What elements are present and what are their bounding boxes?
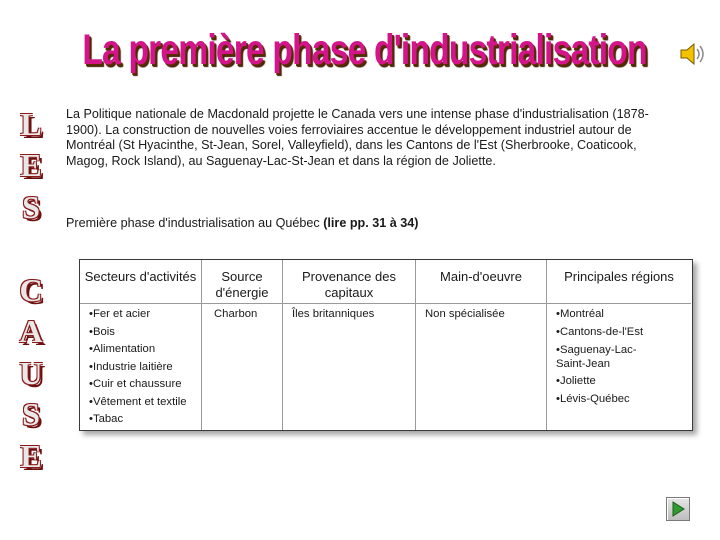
table-column-energie bbox=[202, 260, 283, 430]
table-column-main-oeuvre bbox=[416, 260, 547, 430]
summary-table bbox=[79, 259, 693, 431]
table-column-capitaux bbox=[283, 260, 416, 430]
region-list bbox=[556, 306, 685, 408]
next-slide-arrow-icon bbox=[667, 498, 689, 520]
side-letter: E bbox=[20, 438, 42, 474]
side-letter: A bbox=[19, 313, 43, 349]
list-item: •Industrie laitière bbox=[89, 360, 173, 373]
list-item: •Joliette bbox=[556, 375, 596, 387]
list-item: •Montréal bbox=[556, 308, 604, 320]
column-header: Provenance des capitaux bbox=[283, 260, 415, 304]
side-letter: C bbox=[19, 272, 43, 308]
cell-value: Charbon bbox=[214, 308, 258, 320]
list-item: •Cantons-de-l'Est bbox=[556, 325, 644, 338]
side-letter: E bbox=[20, 147, 42, 183]
cell-value: Îles britanniques bbox=[292, 308, 375, 320]
column-header: Main-d'oeuvre bbox=[416, 260, 546, 304]
list-item: •Cuir et chaussure bbox=[89, 378, 182, 390]
table-column-secteurs bbox=[80, 260, 202, 430]
list-item: •Fer et acier bbox=[89, 308, 151, 320]
reading-reference bbox=[66, 216, 666, 230]
sector-list bbox=[89, 306, 195, 429]
table-column-regions bbox=[547, 260, 691, 430]
column-header: Source d'énergie bbox=[202, 260, 282, 304]
list-item: •Alimentation bbox=[89, 343, 156, 355]
next-slide-button[interactable] bbox=[666, 497, 690, 521]
list-item: •Lévis-Québec bbox=[556, 392, 630, 405]
side-letter: U bbox=[19, 355, 43, 391]
list-item: •Bois bbox=[89, 325, 115, 338]
intro-paragraph: La Politique nationale de Macdonald projette le Canada vers une intense phase d'industrialisation (1878-1900). La construction de nouvelles voies ferroviaires accentue le développement industriel autour de Montréal (St Hyacinthe, St-Jean, Sorel, Valleyfield), dans les Cantons de l'Est (Sherbrooke, Coaticook, Magog, Rock Island), au Saguenay-Lac-St-Jean et dans la région de Joliette. bbox=[66, 107, 649, 168]
reading-reference-pages: (lire pp. 31 à 34) bbox=[323, 216, 419, 230]
speaker-icon[interactable] bbox=[678, 40, 708, 68]
page-title: La première phase d'industrialisation bbox=[82, 25, 647, 74]
list-item: •Vêtement et textile bbox=[89, 395, 187, 408]
cell-value: Non spécialisée bbox=[425, 308, 505, 320]
reading-reference-text: Première phase d'industrialisation au Québec bbox=[66, 216, 324, 230]
column-header: Principales régions bbox=[547, 260, 691, 304]
column-header: Secteurs d'activités bbox=[80, 260, 201, 304]
list-item: •Tabac bbox=[89, 413, 124, 425]
side-letter: S bbox=[22, 396, 40, 432]
side-letter: L bbox=[20, 106, 42, 142]
list-item: •Saguenay-Lac-Saint-Jean bbox=[556, 344, 637, 370]
side-letter: S bbox=[22, 189, 40, 225]
